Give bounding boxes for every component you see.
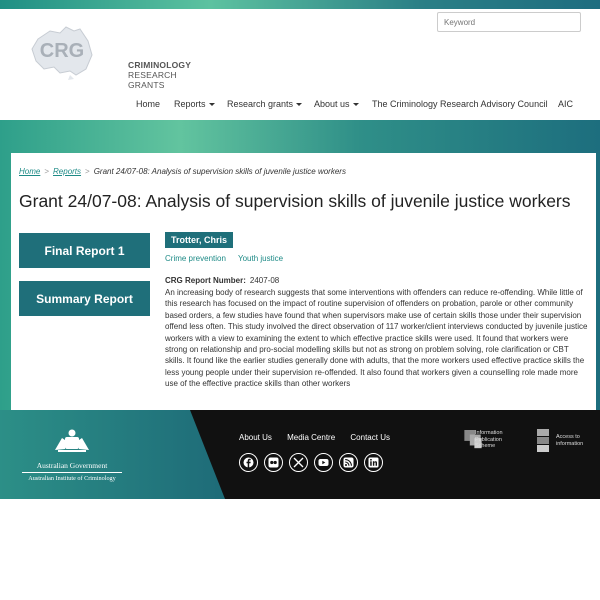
crg-report-label: CRG Report Number: — [165, 276, 246, 285]
footer-media-centre[interactable]: Media Centre — [287, 433, 336, 442]
logo-text — [128, 60, 191, 90]
site-footer — [0, 410, 600, 499]
nav-home[interactable]: Home — [136, 99, 161, 109]
nav-reports-label: Reports — [174, 99, 206, 109]
summary-report-button[interactable]: Summary Report — [19, 281, 150, 316]
coat-of-arms-icon — [52, 428, 92, 454]
access-to-information-icon[interactable] — [537, 429, 553, 453]
ips-label[interactable] — [475, 430, 503, 450]
logo-line2: RESEARCH GRANTS — [128, 70, 177, 90]
nav-about-us[interactable] — [314, 99, 359, 109]
breadcrumb-reports[interactable]: Reports — [53, 167, 82, 176]
social-links — [239, 453, 389, 472]
breadcrumb-separator-icon: > — [85, 167, 90, 176]
footer-links — [239, 433, 403, 442]
flickr-icon[interactable] — [264, 453, 283, 472]
youtube-icon[interactable] — [314, 453, 333, 472]
search-input[interactable] — [437, 12, 581, 32]
gov-divider — [22, 472, 122, 473]
nav-aic[interactable]: AIC — [558, 99, 574, 109]
tag-list — [165, 254, 293, 263]
top-decorative-strip — [0, 0, 600, 9]
nav-advisory-council[interactable]: The Criminology Research Advisory Council — [372, 99, 548, 109]
gov-line2: Australian Institute of Criminology — [28, 475, 116, 482]
facebook-icon[interactable] — [239, 453, 258, 472]
linkedin-icon[interactable] — [364, 453, 383, 472]
footer-contact-us[interactable]: Contact Us — [350, 433, 390, 442]
crg-report-number — [165, 276, 279, 285]
main-content — [11, 153, 596, 410]
footer-about-us[interactable]: About Us — [239, 433, 272, 442]
ati-line2: information — [556, 440, 584, 447]
chevron-down-icon — [353, 103, 359, 106]
ips-line3: Scheme — [475, 443, 496, 449]
crg-logo[interactable] — [30, 25, 192, 90]
chevron-down-icon — [209, 103, 215, 106]
breadcrumb-current: Grant 24/07-08: Analysis of supervision skills of juvenile justice workers — [93, 167, 346, 176]
australia-map-logo-icon — [30, 25, 100, 81]
x-icon[interactable] — [289, 453, 308, 472]
main-nav — [0, 99, 600, 119]
ati-line1: Access to — [556, 434, 580, 440]
chevron-down-icon — [296, 103, 302, 106]
australian-government-logo[interactable] — [22, 428, 122, 482]
abstract-text: An increasing body of research suggests that some interventions with offenders can reduce re-offending. While little of this research has focused on the impact of routine supervision of offenders on probation, parole or other community based orders, a few studies have found that when supervisors make use of certain skills those under their supervision offend less often. This study involved the direct observation of 117 worker/client interviews conducted by juvenile justice workers with a view to examining the extent to which effective practice skills were used. It found that workers were strong on relationship and pro-social modelling skills but not as strong on problem solving, role clarification or CBT skills. It found like the earlier studies generally done with adults, that the more workers used effective practice skills the less young people under their supervision re-offended. It also found that workers given a counselling role made more use of the effective practice skills than other workers — [165, 288, 588, 389]
gov-line1: Australian Government — [36, 461, 108, 470]
breadcrumb-home[interactable]: Home — [19, 167, 41, 176]
crg-report-value: 2407-08 — [249, 276, 280, 285]
breadcrumb-separator-icon: > — [44, 167, 50, 176]
nav-research-grants-label: Research grants — [227, 99, 294, 109]
logo-mark: CRG — [39, 40, 85, 62]
site-header — [0, 9, 600, 120]
tag-youth-justice[interactable]: Youth justice — [238, 254, 284, 263]
ips-line1: Information — [475, 430, 503, 436]
breadcrumb — [19, 167, 346, 176]
page-title: Grant 24/07-08: Analysis of supervision skills of juvenile justice workers — [19, 191, 571, 211]
access-to-information-label[interactable] — [556, 434, 583, 447]
logo-line1: CRIMINOLOGY — [128, 60, 192, 70]
nav-research-grants[interactable] — [227, 99, 302, 109]
final-report-button[interactable]: Final Report 1 — [19, 233, 150, 268]
nav-reports[interactable] — [174, 99, 215, 109]
nav-about-us-label: About us — [314, 99, 350, 109]
ips-line2: Publication — [475, 436, 502, 443]
rss-icon[interactable] — [339, 453, 358, 472]
author-badge[interactable]: Trotter, Chris — [165, 232, 233, 248]
tag-crime-prevention[interactable]: Crime prevention — [165, 254, 226, 263]
